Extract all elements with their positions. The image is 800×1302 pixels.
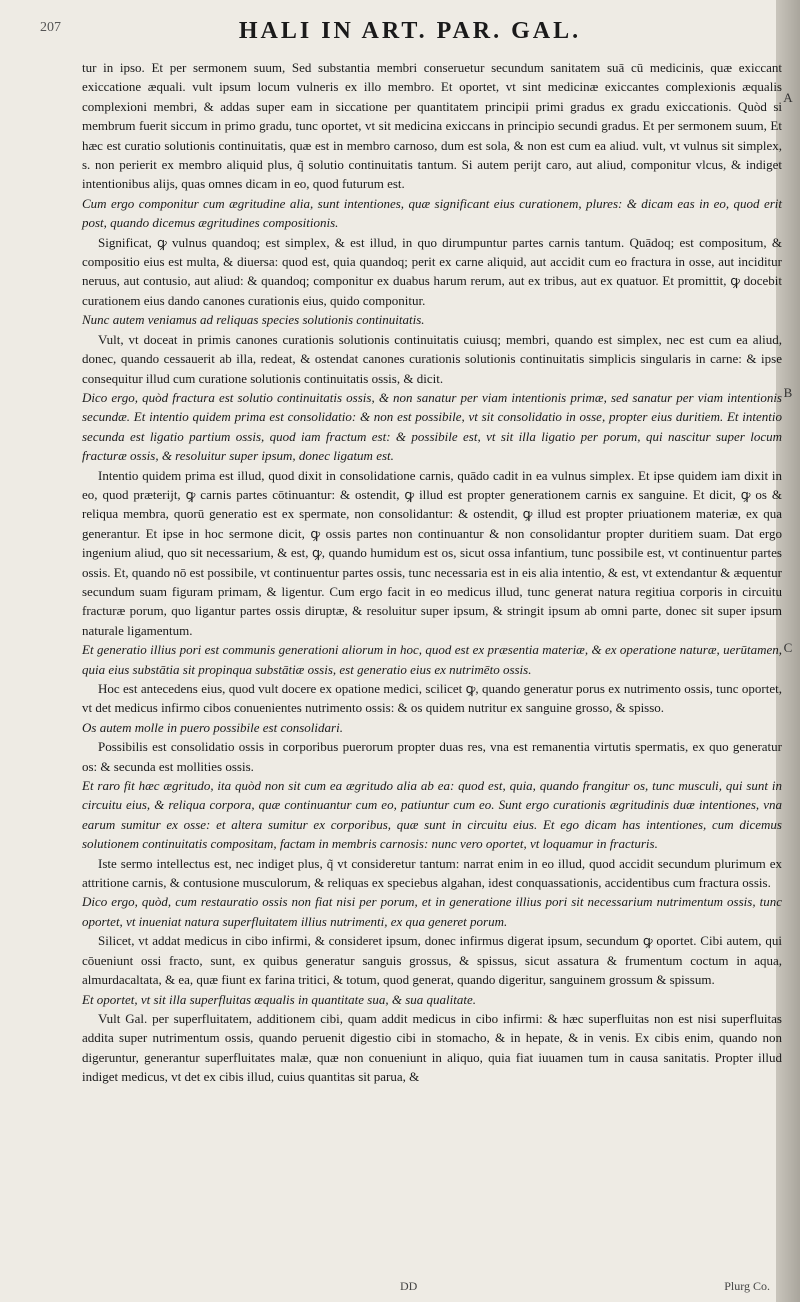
- catchword: Plurg Co.: [724, 1279, 770, 1293]
- lemma-paragraph: Cum ergo componitur cum ægritudine alia, sunt intentiones, quæ significant eius curationem, plures: & dicam eas in eo, quod erit post, quando dicemus ægritudines compositionis.: [82, 195, 782, 231]
- lemma-paragraph: Nunc autem veniamus ad reliquas species solutionis continuitatis.: [82, 312, 425, 328]
- lemma-paragraph: Dico ergo, quòd, cum restauratio ossis non fiat nisi per porum, et in generatione illius pori sit necessarium nutrimentum ossis, tunc oportet, vt inueniat natura superfluitatem illius nutrimenti, ex qua generet porum.: [82, 894, 782, 929]
- commentary-paragraph: tur in ipso. Et per sermonem suum, Sed substantia membri conseruetur secundum sanitatem suā cū medicinis, quæ exiccant exiccatione æquali. vult ipsum locum vulneris ex illo membro. Et oportet, vt sint medicinæ exiccantes complexionis æqualis complexioni membri, & addas super eam in siccatione per quantitatem principii primi gradus ex gradu exiccationis. Quòd si membrum fuerit siccum in primo gradu, tunc oportet, vt sit medicina exiccans in principio secundi gradus. Et per sermonem suum, Et hæc est curatio solutionis continuitatis, quæ est in membro carnoso, dum est sola, & non est cum ea aliud. vult, vt vulnus sit simplex, s. non perierit ex membro aliquid plus, q̃ solutio continuitatis tantum. Si autem perijt caro, aut aliud, componitur vlcus, & indiget intentionibus alijs, quas omnes dicam in eo, quod futurum est.: [82, 60, 782, 192]
- running-head: HALI IN ART. PAR. GAL.: [238, 18, 582, 44]
- page-header: [40, 18, 780, 45]
- commentary-paragraph: Silicet, vt addat medicus in cibo infirmi, & consideret ipsum, donec infirmus digerat ipsum, secundum ꝙ oportet. Cibi autem, qui cōueniunt ossi fracto, sunt, ex quibus generatur sanguis grossus, & spissus, sicut assatura & frumentum coctum in aqua, almurdacaltata, & ea, quæ fiunt ex farina tritici, & totum, quod generat, quando digeritur, sanguinem grossum & spissum.: [82, 933, 782, 988]
- commentary-paragraph: Intentio quidem prima est illud, quod dixit in consolidatione carnis, quādo cadit in ea vulnus simplex. Et ipse quidem iam dixit in eo, quod præterijt, ꝙ carnis partes cōtinuantur: & ostendit, ꝙ illud est propter generationem carnis ex sanguine. Et dicit, ꝙ os & reliqua membra, quorū generatio est ex spermate, non consolidantur: & ostendit, ꝙ illud est propter priuationem materiæ, ex qua generantur. Et ipse in hoc sermone dicit, ꝙ ossis partes non continuantur & non consolidantur propter duritiem suam. Dat ergo ingenium aliud, quo sit necessarium, & est, ꝙ, quando humidum est os, sicut ossa infantium, tunc possibile est, vt continuentur partes ossis. Et, quando nō est possibile, vt continuentur partes ossis, tunc necessaria est in eis alia intentio, & est, vt extendantur & æquentur secundum suam figuram primam, & ligentur. Cum ergo facit in eo medicus illud, tunc generat natura regitiua corporis in circuitu fracturæ porum, quo ligantur partes ossis diruptæ, & resoluitur super ipsum, & stringit ipsum ab omni parte, donec sit super ipsum naturale ligamentum.: [82, 467, 782, 638]
- signature-mark: DD: [400, 1279, 418, 1293]
- commentary-paragraph: Vult Gal. per superfluitatem, additionem cibi, quam addit medicus in cibo infirmi: & hæc superfluitas non est nisi superfluitas addita super nutrimentum ossis, quando peruenit digestio cibi in stomacho, & in hepate, & in venis. Ex cibis enim, quando non digeruntur, generantur superfluitates malæ, quæ non conueniunt in aliquo, quia fiat iuuamen tum in causa sanitatis. Propter illud indiget medicus, vt det ex cibis illud, cuius quantitas sit parua, &: [82, 1010, 782, 1085]
- lemma-paragraph: Os autem molle in puero possibile est consolidari.: [82, 719, 343, 735]
- commentary-paragraph: Iste sermo intellectus est, nec indiget plus, q̃ vt consideretur tantum: narrat enim in eo illud, quod accidit secundum plurimum ex attritione carnis, & contusione musculorum, & reliquas ex speciebus algahan, idest conquassationis, accidentibus cum fractura ossis.: [82, 855, 782, 891]
- page-footer: [400, 1279, 770, 1294]
- page-number: 207: [40, 20, 61, 35]
- lemma-paragraph: Et raro fit hæc ægritudo, ita quòd non sit cum ea ægritudo alia ab ea: quod est, quia, quando frangitur os, tunc musculi, qui sunt in circuitu eius, & reliqua corpora, quæ continuantur cum eo, patiuntur cum eo. Sunt ergo curationis ægritudinis duæ intentiones, vna earum sumitur ex osse: et altera sumitur ex corporibus, quæ sunt in circuitu eius. Et ego dicam has intentiones, cum dicemus solutionem continuitatis compositam, factam in membris carnosis: nunc vero oportet, vt loquamur in fracturis.: [82, 778, 782, 852]
- commentary-paragraph: Vult, vt doceat in primis canones curationis solutionis continuitatis cuiusq; membri, quando est simplex, nec est cum ea aliud, donec, quando cessauerit ab illa, redeat, & ostendat canones curationis solutionis continuitatis simplicis singularis in carne: & ipse consequitur illud cum curatione solutionis continuitatis ossis, & dicit.: [82, 331, 782, 386]
- commentary-paragraph: Significat, ꝙ vulnus quandoq; est simplex, & est illud, in quo dirumpuntur partes carnis tantum. Quādoq; est compositum, & compositio eius est multa, & diuersa: quod est, quia quandoq; perit ex carne aliquid, aut accidit cum eo fractura in osse, aut inciditur neruus, aut contusio, aut aliud: & quandoq; componitur ex duabus harum rerum, aut ex tribus, aut ex quatuor. Et promittit, ꝙ docebit curationem eius dando canones curationis eius, quido componitur.: [82, 234, 782, 308]
- lemma-paragraph: Dico ergo, quòd fractura est solutio continuitatis ossis, & non sanatur per viam intentionis primæ, sed sanatur per viam intentionis secundæ. Et intentio quidem prima est consolidatio: & non est possibile, vt sit consolidatio in osse, propter eius duritiem. Et intentio secunda est ligatio partium ossis, quod iam fractum est: & possibile est, vt sit illa ligatio per porum, qui nascitur super locum fracturæ ossis, & resoluitur super ipsum, donec ligatum est.: [82, 389, 782, 464]
- margin-letter-b: B: [783, 385, 793, 400]
- lemma-paragraph: Et generatio illius pori est communis generationi aliorum in hoc, quod est ex præsentia materiæ, & ex operatione naturæ, uerūtamen, quia eius substātia sit propinqua substātiæ ossis, est generatio eius ex nutrimēto ossis.: [82, 642, 782, 677]
- margin-letter-c: C: [783, 640, 793, 655]
- text-body: [82, 58, 782, 1087]
- lemma-paragraph: Et oportet, vt sit illa superfluitas æqualis in quantitate sua, & sua qualitate.: [82, 991, 476, 1007]
- commentary-paragraph: Hoc est antecedens eius, quod vult docere ex opatione medici, scilicet ꝙ, quando generatur porus ex nutrimento ossis, tunc oportet, vt det medicus infirmo cibos conuenientes nutrimento ossis: & os quidem nutritur ex sanguine grosso, & spisso.: [82, 681, 782, 716]
- margin-letter-a: A: [783, 90, 793, 105]
- commentary-paragraph: Possibilis est consolidatio ossis in corporibus puerorum propter duas res, vna est remanentia virtutis spermatis, ex quo generatur os: & secunda est mollities ossis.: [82, 739, 782, 774]
